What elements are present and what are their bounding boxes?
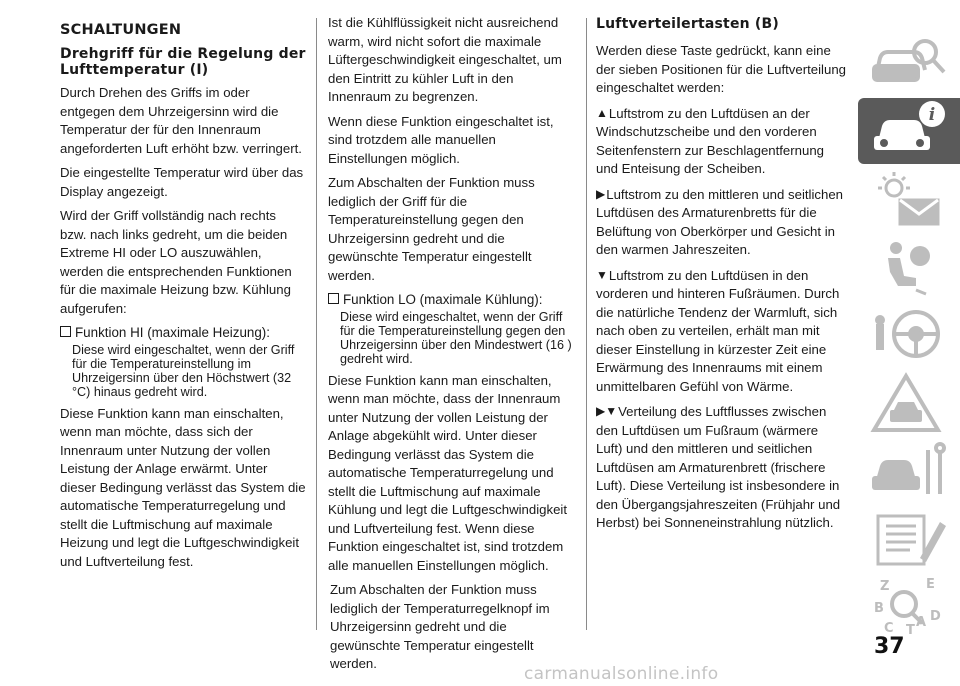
paragraph: Zum Abschalten der Funktion muss lediglich der Griff für die Temperatureinstellung gegen den Uhrzeigersinn gedreht und die gewünschte Temperatur eingestellt werden. (328, 175, 535, 283)
column-1 (60, 14, 306, 577)
paragraph: Die eingestellte Temperatur wird über das Display angezeigt. (60, 165, 304, 199)
index-letter: D (930, 609, 941, 624)
car-tools-icon (870, 440, 950, 502)
car-search-icon (870, 30, 950, 92)
section-title: SCHALTUNGEN (60, 22, 182, 38)
arrow-up-icon: ▲ (596, 105, 608, 120)
tab-airbag[interactable] (858, 236, 960, 302)
index-letter: T (906, 623, 915, 638)
index-letter: C (884, 621, 894, 636)
arrow-right-down-icon: ▶▼ (596, 404, 618, 418)
paragraph: Wenn diese Funktion eingeschaltet ist, sind trotzdem alle manuellen Einstellungen möglich. (328, 113, 554, 166)
airbag-passenger-icon (870, 236, 950, 298)
column-2 (328, 14, 574, 680)
subsection-title-temperature: Drehgriff für die Regelung der Lufttemperatur (I) (60, 46, 306, 78)
tab-dashboard-lights[interactable] (858, 168, 960, 234)
item-text: Luftstrom zu den mittleren und seitlichen Luftdüsen des Armaturenbretts für die Belüftung von Oberkörper und Gesicht in den warmen Jahreszeiten. (596, 186, 843, 257)
checkbox-bullet-icon (60, 326, 71, 337)
paragraph: Diese Funktion kann man einschalten, wenn man möchte, dass der Innenraum unter Nutzung der vollen Leistung der Anlage abgekühlt wird. Unter dieser Bedingung verlässt das System die automatische Temperaturregelung und stellt die Luftmischung auf maximale Kühlung und legt die Luftgeschwindigkeit und Luftverteilung fest. Wenn diese Funktion eingeschaltet ist, sind trotzdem alle manuellen Einstellungen möglich. (328, 372, 568, 573)
tab-index[interactable] (858, 576, 960, 642)
air-distribution-item-face-feet (596, 402, 846, 533)
alphabetical-index-icon (870, 576, 950, 638)
paragraph: Diese Funktion kann man einschalten, wenn man möchte, dass sich der Innenraum unter Nutzung der vollen Leistung der Anlage erwärmt. Unter dieser Bedingung verlässt das System die automatische Temperaturregelung und stellt die Luftmischung auf maximale Heizung und legt die Luftgeschwindigkeit und Luftverteilung fest. (60, 405, 306, 569)
list-item-text: Diese wird eingeschaltet, wenn der Griff für die Temperatureinstellung gegen den Uhrzeigersinn über den Mindestwert (16 ) gedreht wird. (340, 309, 572, 366)
arrow-down-icon: ▼ (596, 267, 608, 282)
air-distribution-item-face (596, 185, 846, 260)
tab-technical-data[interactable] (858, 508, 960, 574)
index-letter: B (874, 601, 884, 616)
dashboard-lights-icon (870, 168, 950, 230)
index-letter: Z (880, 579, 890, 594)
item-text: Verteilung des Luftflusses zwischen den Luftdüsen um Fußraum (wärmere Luft) und den mittleren und seitlichen Luftdüsen am Armaturenbrett (frischere Luft). Diese Verteilung ist insbesondere in den Übergangsjahreszeiten (Frühjahr und Herbst) bei Sonneneinstrahlung nützlich. (596, 404, 841, 530)
item-text: Luftstrom zu den Luftdüsen an der Windschutzscheibe und den vorderen Seitenfenstern zur Beschlagentfernung und Enteisung der Scheiben. (596, 105, 824, 176)
paragraph: Ist die Kühlflüssigkeit nicht ausreichend warm, wird nicht sofort die maximale Lüftergeschwindigkeit eingeschaltet, um den Eintritt zu kühler Luft in den Innenraum zu begrenzen. (328, 15, 562, 104)
checkbox-bullet-icon (328, 293, 339, 304)
tab-maintenance[interactable] (858, 440, 960, 506)
paragraph: Wird der Griff vollständig nach rechts bzw. nach links gedreht, um die beiden Extreme HI oder LO auszuwählen, werden die entsprechenden Funktionen für die maximale Heizung bzw. Kühlung aufgerufen: (60, 208, 292, 316)
tab-emergency[interactable] (858, 372, 960, 438)
air-distribution-item-windscreen (596, 104, 846, 179)
tab-starting-driving[interactable] (858, 304, 960, 370)
column-divider-1 (316, 18, 317, 630)
arrow-right-icon: ▶ (596, 186, 606, 201)
index-letter: E (926, 577, 935, 592)
column-3 (596, 14, 846, 539)
technical-data-icon (870, 508, 950, 570)
list-item-text: Diese wird eingeschaltet, wenn der Griff für die Temperatureinstellung im Uhrzeigersinn über den Höchstwert (32 °C) hinaus gedreht wird. (72, 342, 295, 399)
subsection-title-air-distribution: Luftverteilertasten (B) (596, 16, 779, 32)
tab-car-search[interactable] (858, 30, 960, 96)
page-number: 37 (874, 634, 905, 659)
steering-wheel-key-icon (870, 304, 950, 366)
warning-triangle-car-icon (870, 372, 950, 434)
list-item-lo (328, 291, 574, 310)
paragraph: Werden diese Taste gedrückt, kann eine der sieben Positionen für die Luftverteilung eingeschaltet werden: (596, 43, 846, 95)
paragraph: Zum Abschalten der Funktion muss lediglich der Temperaturregelknopf im Uhrzeigersinn gedreht und die gewünschte Temperatur eingestellt werden. (330, 582, 550, 671)
air-distribution-item-feet (596, 266, 846, 397)
index-letter: A (916, 615, 927, 630)
list-item-label: Funktion HI (maximale Heizung): (75, 325, 270, 340)
list-item-hi (60, 324, 306, 343)
list-item-label: Funktion LO (maximale Kühlung): (343, 292, 543, 307)
column-divider-2 (586, 18, 587, 630)
svg-text:i: i (928, 105, 936, 125)
paragraph: Durch Drehen des Griffs im oder entgegen dem Uhrzeigersinn wird die Temperatur der für den Innenraum angeforderten Luft erhöht bzw. verringert. (60, 85, 302, 156)
car-info-icon (870, 98, 950, 160)
tab-car-info[interactable] (858, 98, 960, 164)
item-text: Luftstrom zu den Luftdüsen in den vorderen und hinteren Fußräumen. Durch die natürliche Tendenz der Warmluft, sich nach oben zu verteilen, erhält man mit dieser Einstellung in kürzester Zeit eine Erwärmung des Innenraums mit einem unmittelbaren Gefühl von Wärme. (596, 267, 840, 394)
watermark: carmanualsonline.info (524, 664, 719, 684)
